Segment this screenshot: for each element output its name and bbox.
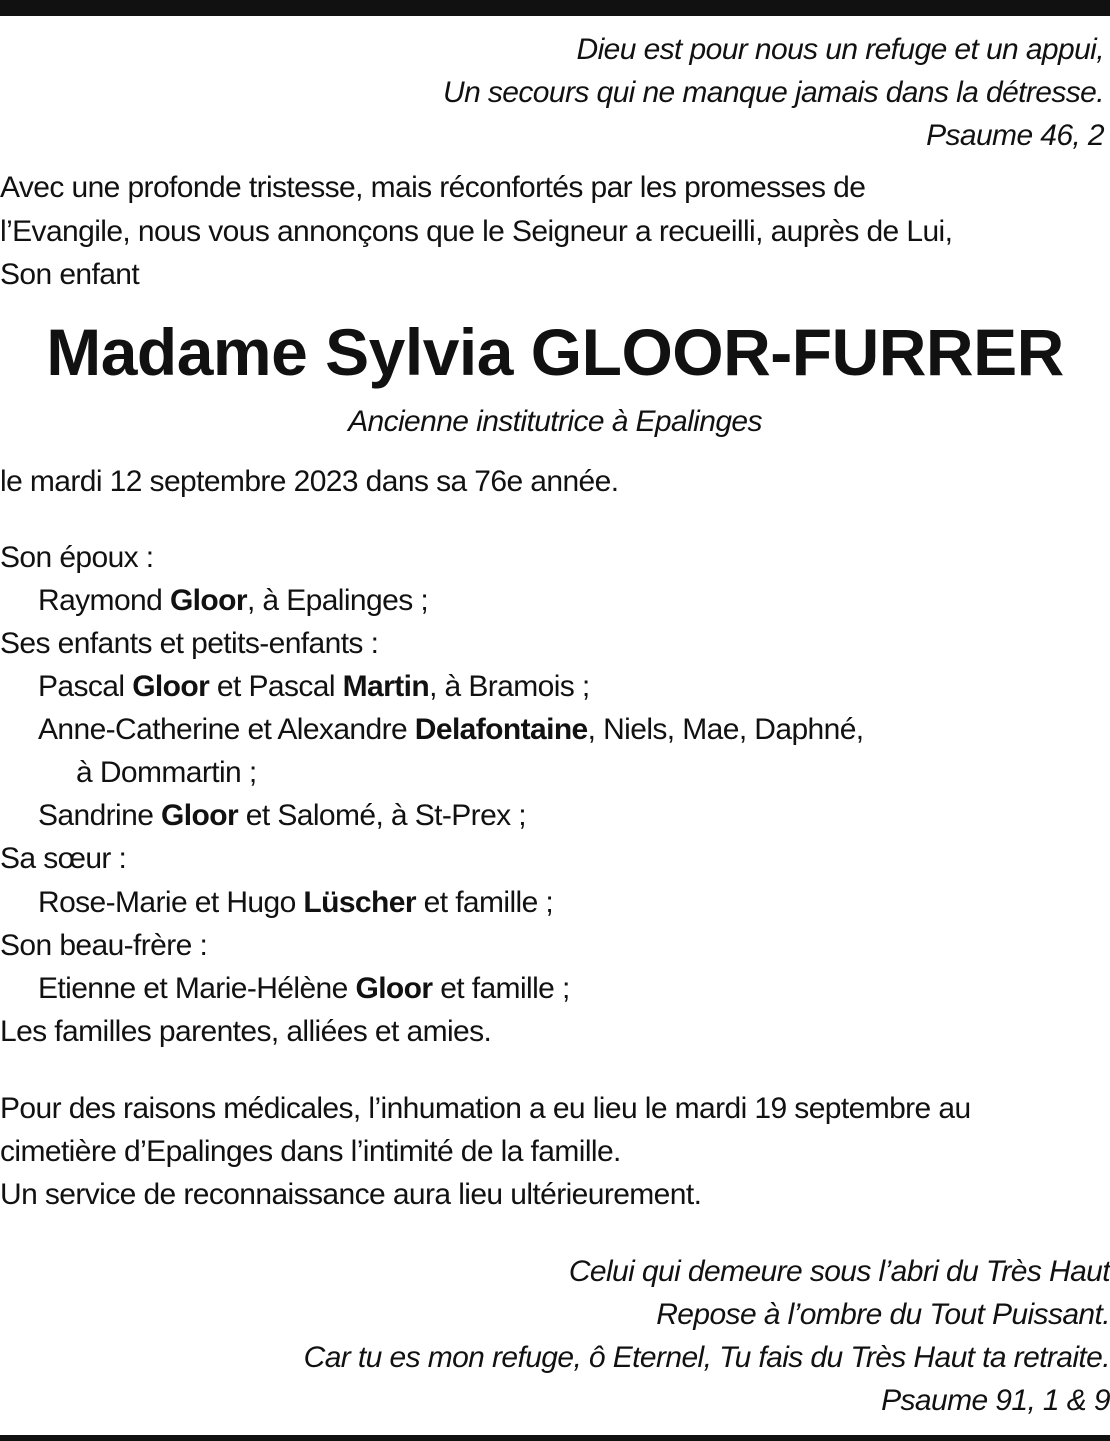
death-date-line: le mardi 12 septembre 2023 dans sa 76e année. xyxy=(0,465,619,498)
verse-bottom-line-3: Car tu es mon refuge, ô Eternel, Tu fais du Très Haut ta retraite. xyxy=(303,1341,1110,1374)
surname: Gloor xyxy=(169,584,247,617)
children-heading: Ses enfants et petits-enfants : xyxy=(0,627,379,660)
child-entry-2-continued: à Dommartin ; xyxy=(76,756,257,789)
deceased-title: Ancienne institutrice à Epalinges xyxy=(348,405,762,438)
families-closing-line: Les familles parentes, alliées et amies. xyxy=(0,1015,492,1048)
verse-bottom-line-1: Celui qui demeure sous l’abri du Très Haut xyxy=(568,1255,1110,1288)
surname: Gloor xyxy=(161,799,239,832)
ceremony-line-1: Pour des raisons médicales, l’inhumation a eu lieu le mardi 19 septembre au xyxy=(0,1092,971,1125)
ceremony-line-2: cimetière d’Epalinges dans l’intimité de la famille. xyxy=(0,1135,621,1168)
surname: Gloor xyxy=(132,670,210,703)
deceased-name: Madame Sylvia GLOOR-FURRER xyxy=(46,315,1064,389)
surname: Delafontaine xyxy=(414,713,588,746)
verse-bottom-reference: Psaume 91, 1 & 9 xyxy=(881,1384,1110,1417)
verse-top-line-2: Un secours qui ne manque jamais dans la détresse. xyxy=(443,76,1104,109)
verse-top-line-1: Dieu est pour nous un refuge et un appui, xyxy=(576,33,1104,66)
verse-bottom-line-2: Repose à l’ombre du Tout Puissant. xyxy=(656,1298,1110,1331)
sister-entry: Rose-Marie et Hugo Lüscher et famille ; xyxy=(38,886,554,919)
intro-line-3: Son enfant xyxy=(0,258,140,291)
spouse-entry: Raymond Gloor, à Epalinges ; xyxy=(38,584,429,617)
spouse-heading: Son époux : xyxy=(0,541,154,574)
ceremony-line-3: Un service de reconnaissance aura lieu ultérieurement. xyxy=(0,1178,702,1211)
surname: Lüscher xyxy=(303,886,416,919)
verse-top-reference: Psaume 46, 2 xyxy=(926,119,1104,152)
child-entry-3: Sandrine Gloor et Salomé, à St-Prex ; xyxy=(38,799,527,832)
sister-heading: Sa sœur : xyxy=(0,842,127,875)
brother-in-law-heading: Son beau-frère : xyxy=(0,929,208,962)
child-entry-1: Pascal Gloor et Pascal Martin, à Bramois ; xyxy=(38,670,590,703)
bottom-border-rule xyxy=(0,1435,1110,1441)
intro-line-1: Avec une profonde tristesse, mais réconfortés par les promesses de xyxy=(0,171,866,204)
brother-in-law-entry: Etienne et Marie-Hélène Gloor et famille ; xyxy=(38,972,570,1005)
intro-line-2: l’Evangile, nous vous annonçons que le Seigneur a recueilli, auprès de Lui, xyxy=(0,215,953,248)
surname: Gloor xyxy=(355,972,433,1005)
top-border-rule xyxy=(0,0,1110,16)
surname: Martin xyxy=(342,670,430,703)
child-entry-2: Anne-Catherine et Alexandre Delafontaine, Niels, Mae, Daphné, xyxy=(38,713,864,746)
